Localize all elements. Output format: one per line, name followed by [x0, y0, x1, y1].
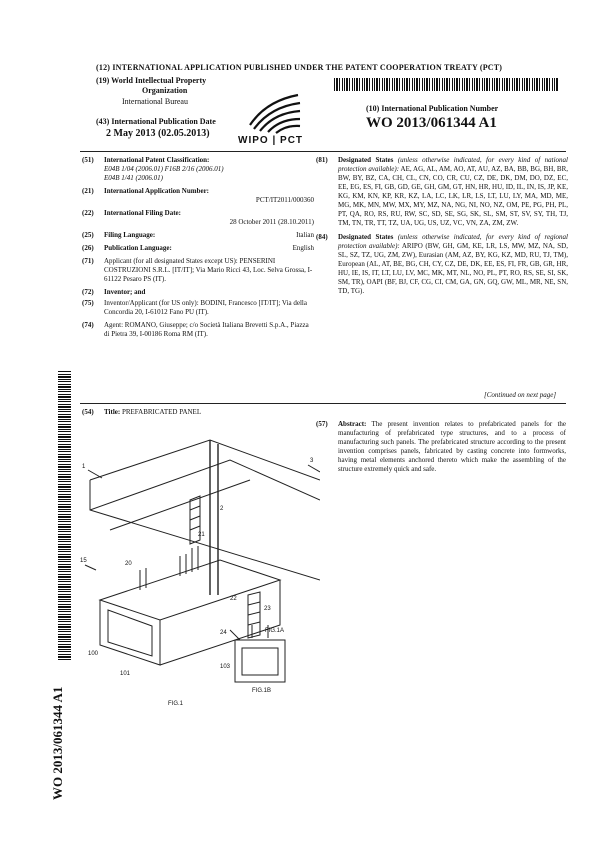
wipo-logo [244, 91, 304, 135]
ref-label-22: 22 [230, 596, 237, 602]
field-84: (84) Designated States (unless otherwise indicated, for every kind of regional protection available): ARIPO (BW, GH, GM, KE, LR, LS, MW, MZ, NA, SD, SL, SZ, TZ, UG, ZM, ZW), Eurasian (AM, AZ, BY, KG, KZ, MD, RU, TJ, TM), European (AL, AT, BE, BG, CH, CY, CZ, DE, DK, EE, ES, FI, FR, GB, GR, HR, HU, IE, IS, IT, LT, LU, LV, MC, MK, MT, NL, NO, PL, PT, RO, RS, SE, SI, SK, SM, TR), OAPI (BF, BJ, CF, CG, CI, CM, GA, GN, GQ, GW, ML, MR, NE, SN, TD, TG). [316, 233, 568, 295]
org-bureau: International Bureau [122, 97, 188, 106]
ref-label-3: 3 [310, 458, 314, 464]
ref-label-24: 24 [220, 630, 227, 636]
fig-1-label: FIG.1 [168, 701, 184, 707]
side-pub-number: WO 2013/061344 A1 [50, 686, 65, 800]
field-75: (75) Inventor/Applicant (for US only): BODINI, Francesco [IT/IT]; Via della Concordia 20, I-61012 Fano PU (IT). [82, 299, 307, 316]
title-field: (54) Title: PREFABRICATED PANEL [82, 408, 202, 416]
wipo-pct-text: WIPO | PCT [238, 135, 304, 146]
patent-drawing [80, 420, 320, 710]
left-bibliographic-column [82, 156, 314, 339]
document-type-header: (12) INTERNATIONAL APPLICATION PUBLISHED UNDER THE PATENT COOPERATION TREATY (PCT) [96, 63, 503, 72]
ref-label-20: 20 [125, 561, 132, 567]
org-name-line2: Organization [142, 86, 188, 95]
continued-note: [Continued on next page] [484, 391, 557, 399]
ref-label-2: 2 [220, 506, 224, 512]
pub-date-value: 2 May 2013 (02.05.2013) [106, 128, 210, 139]
header-divider [80, 151, 566, 152]
field-51: (51) International Patent Classification: E04B 1/04 (2006.01) F16B 2/16 (2006.01) E04B 1/41 (2006.01) [82, 156, 224, 182]
field-25: (25) Filing Language: Italian [82, 231, 314, 239]
field-71: (71) Applicant (for all designated States except US): PENSERINI COSTRUZIONI S.R.L. [IT/IT]; Via Mario Ricci 43, Loc. Selva Grossa, I-61122 Pesaro PS (IT). [82, 257, 313, 283]
pub-number-label: (10) International Publication Number [366, 104, 499, 113]
abstract-field: (57) Abstract: The present invention relates to prefabricated panels for the manufacturing of prefabricated type structures, and to a process of manufacturing such panels. The prefabricated structure according to the present invention comprises panels, fabricated by casting concrete into formworks, having metal elements anchored thereto which make the assembling of the structure extremely quick and safe. [316, 420, 566, 473]
field-26: (26) Publication Language: English [82, 244, 314, 252]
ref-label-101: 101 [120, 671, 131, 677]
header-barcode [334, 78, 559, 91]
side-barcode [58, 370, 71, 660]
ref-label-21: 21 [198, 532, 205, 538]
field-74: (74) Agent: ROMANO, Giuseppe; c/o Società Italiana Brevetti S.p.A., Piazza di Pietra 39, I-00186 Roma RM (IT). [82, 321, 309, 338]
fig-1a-label: FIG.1A [265, 628, 285, 634]
ref-label-103: 103 [220, 664, 231, 670]
ref-label-100: 100 [88, 651, 99, 657]
org-name-line1: (19) World Intellectual Property [96, 76, 207, 85]
section-divider [80, 403, 566, 404]
ref-label-1: 1 [82, 464, 86, 470]
field-72: (72) Inventor; and [82, 288, 146, 296]
ref-label-23: 23 [264, 606, 271, 612]
ref-label-15: 15 [80, 558, 87, 564]
field-81: (81) Designated States (unless otherwise indicated, for every kind of national protection available): AE, AG, AL, AM, AO, AT, AU, AZ, BA, BB, BG, BH, BR, BW, BY, BZ, CA, CH, CL, CN, CO, CR, CU, CZ, DE, DK, DM, DO, DZ, EC, EE, EG, ES, FI, GB, GD, GE, GH, GM, GT, HN, HR, HU, ID, IL, IN, IS, JP, KE, KG, KM, KN, KP, KR, KZ, LA, LC, LK, LR, LS, LT, LU, LY, MA, MD, ME, MG, MK, MN, MW, MX, MY, MZ, NA, NG, NI, NO, NZ, OM, PE, PG, PH, PL, PT, QA, RO, RS, RU, RW, SC, SD, SE, SG, SK, SL, SM, ST, SV, SY, TH, TJ, TM, TN, TR, TT, TZ, UA, UG, US, UZ, VC, VN, ZA, ZM, ZW. [316, 156, 568, 227]
field-22: (22) International Filing Date: 28 October 2011 (28.10.2011) [82, 209, 314, 226]
pub-number-value: WO 2013/061344 A1 [366, 115, 497, 131]
pub-date-label: (43) International Publication Date [96, 117, 216, 126]
field-21: (21) International Application Number: PCT/IT2011/000360 [82, 187, 314, 204]
right-designated-states-column [316, 156, 568, 296]
fig-1b-label: FIG.1B [252, 688, 272, 694]
